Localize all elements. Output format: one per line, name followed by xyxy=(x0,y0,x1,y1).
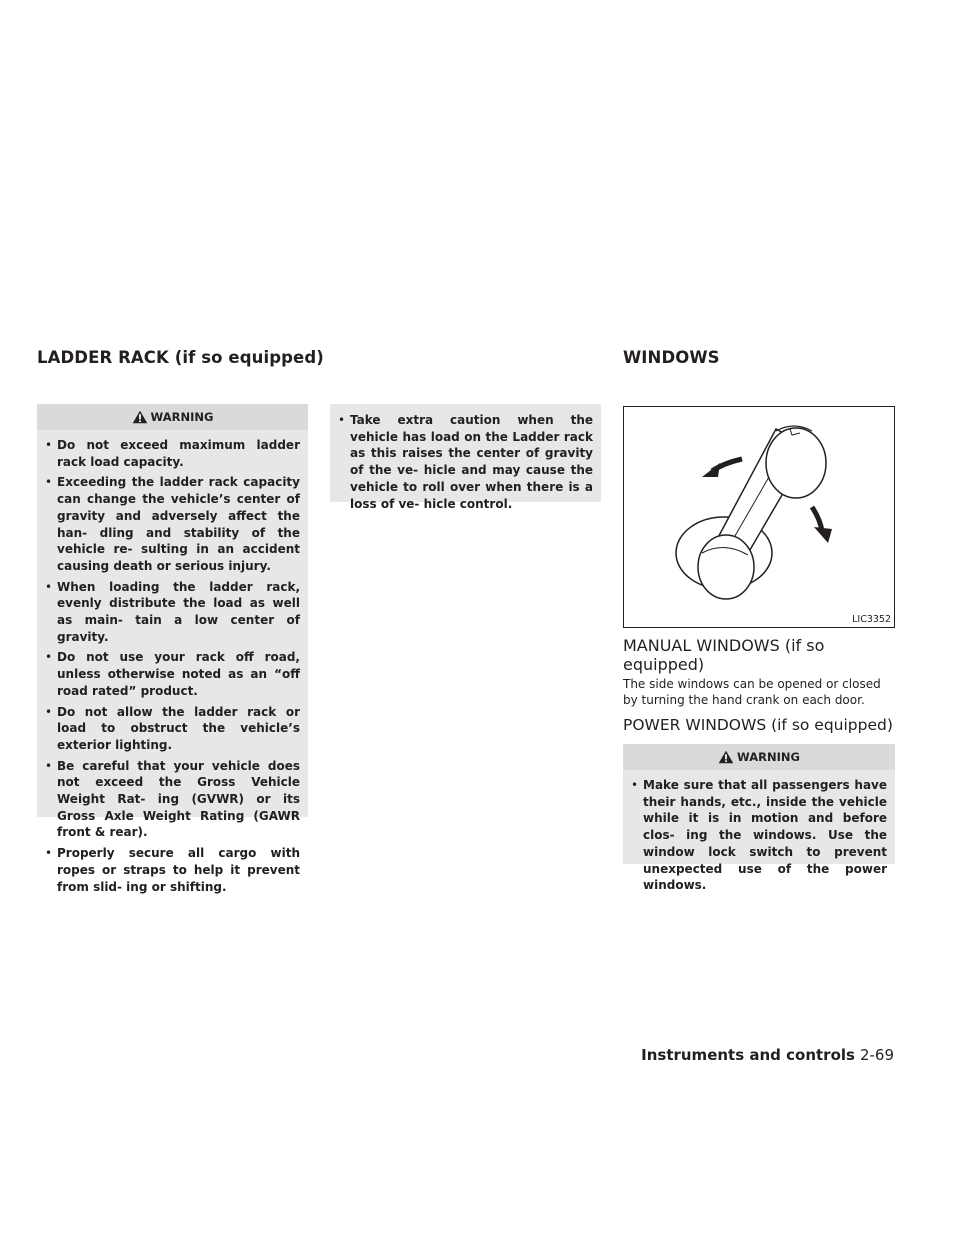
warning-item: • Properly secure all cargo with ropes or straps to help it prevent from slid- ing or shifting. xyxy=(45,845,300,895)
warning-item: • Do not use your rack off road, unless otherwise noted as an “off road rated” product. xyxy=(45,649,300,699)
warning-item: • When loading the ladder rack, evenly distribute the load as well as main- tain a low center of gravity. xyxy=(45,579,300,646)
figure-code: LIC3352 xyxy=(852,614,891,625)
section-heading-windows: WINDOWS xyxy=(623,348,720,367)
warning-title: WARNING xyxy=(150,410,214,424)
warning-box-continued xyxy=(330,404,601,511)
warning-header xyxy=(37,404,308,430)
warning-item: • Be careful that your vehicle does not exceed the Gross Vehicle Weight Rat- ing (GVWR) or its Gross Axle Weight Rating (GAWR front & rear). xyxy=(45,758,300,842)
warning-triangle-icon xyxy=(718,750,734,764)
section-heading-ladder-rack: LADDER RACK (if so equipped) xyxy=(37,348,324,367)
warning-title: WARNING xyxy=(737,750,800,764)
page-number: 2-69 xyxy=(859,1046,894,1064)
warning-box-power-windows xyxy=(623,744,895,893)
warning-list xyxy=(37,430,308,905)
warning-item: • Do not allow the ladder rack or load to obstruct the vehicle’s exterior lighting. xyxy=(45,704,300,754)
warning-list xyxy=(623,770,895,904)
warning-triangle-icon xyxy=(132,410,148,424)
warning-header xyxy=(623,744,895,770)
window-crank-figure xyxy=(623,406,895,628)
manual-windows-text: The side windows can be opened or closed by turning the hand crank on each door. xyxy=(623,677,881,707)
warning-item: • Do not exceed maximum ladder rack load capacity. xyxy=(45,437,300,470)
page-footer xyxy=(641,1046,894,1064)
footer-section-title: Instruments and controls xyxy=(641,1046,855,1064)
warning-list xyxy=(330,404,601,522)
power-windows-heading: POWER WINDOWS (if so equipped) xyxy=(623,716,893,734)
warning-item: • Make sure that all passengers have their hands, etc., inside the vehicle while it is in motion and before clos- ing the windows. Use the window lock switch to prevent unexpected use of the power windows. xyxy=(631,777,887,894)
window-crank-icon xyxy=(624,407,894,627)
manual-windows-heading: MANUAL WINDOWS (if so equipped) xyxy=(623,636,825,674)
warning-item: • Take extra caution when the vehicle has load on the Ladder rack as this raises the center of gravity of the ve- hicle and may cause the vehicle to roll over when there is a loss of ve- hicle control. xyxy=(338,412,593,512)
warning-box-ladder-rack xyxy=(37,404,308,894)
warning-item: • Exceeding the ladder rack capacity can change the vehicle’s center of gravity and adversely affect the han- dling and stability of the vehicle re- sulting in an accident causing death or serious injury. xyxy=(45,474,300,574)
